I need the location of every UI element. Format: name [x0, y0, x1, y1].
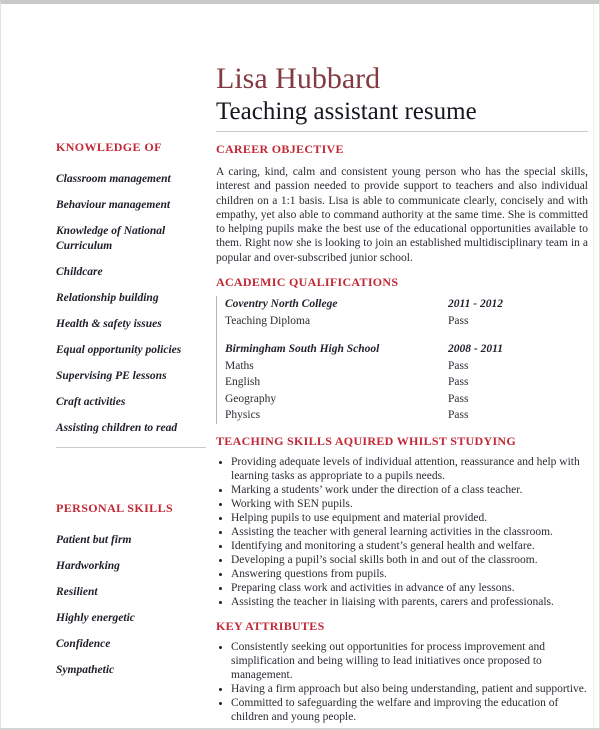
bullet-item: • Marking a students’ work under the direction of a class teacher. — [231, 483, 588, 497]
sidebar-section — [56, 140, 208, 436]
sidebar-skill-item: Sympathetic — [56, 664, 115, 676]
qualification-row — [225, 407, 588, 424]
section-title-academic-qualifications: ACADEMIC QUALIFICATIONS — [216, 275, 399, 290]
school-name: Coventry North College — [225, 298, 338, 311]
bullet-item: • Helping pupils to use equipment and material provided. — [231, 511, 588, 525]
resume-title: Teaching assistant resume — [216, 98, 477, 125]
sidebar-skill-item: Behaviour management — [56, 199, 171, 211]
main-content — [216, 62, 588, 724]
date-range: 2008 - 2011 — [448, 343, 503, 356]
bullet-item: • Developing a pupil’s social skills both in and out of the classroom. — [231, 553, 588, 567]
date-range: 2011 - 2012 — [448, 298, 503, 311]
key-attributes-list — [216, 640, 588, 724]
sidebar-section-title: PERSONAL SKILLS — [56, 501, 174, 515]
sidebar-skill-item: Highly energetic — [56, 612, 135, 624]
qualifications-table — [216, 296, 588, 424]
bullet-item: • Working with SEN pupils. — [231, 497, 588, 511]
section-title-key-attributes: KEY ATTRIBUTES — [216, 618, 325, 633]
qualification-row — [225, 391, 588, 408]
subject-name: Teaching Diploma — [225, 314, 311, 327]
sidebar-skill-item: Knowledge of National Curriculum — [56, 225, 166, 252]
sidebar-section — [56, 501, 208, 678]
bullet-item: • Providing adequate levels of individual attention, reassurance and help with learning tasks as appropriate to a pupils needs. — [231, 455, 588, 483]
sidebar-skill-item: Childcare — [56, 266, 103, 278]
subject-name: Maths — [225, 359, 254, 372]
sidebar-section-title: KNOWLEDGE OF — [56, 140, 162, 154]
sidebar-skill-item: Resilient — [56, 586, 98, 598]
sidebar — [56, 140, 208, 689]
qualification-row — [225, 313, 588, 330]
subject-result: Pass — [448, 376, 469, 389]
subject-name: English — [225, 376, 261, 389]
bullet-item: • Assisting the teacher with general learning activities in the classroom. — [231, 525, 588, 539]
subject-result: Pass — [448, 409, 469, 422]
qualification-group — [225, 341, 588, 424]
subject-result: Pass — [448, 392, 469, 405]
subject-result: Pass — [448, 314, 469, 327]
qualification-header-row — [225, 296, 588, 313]
section-title-teaching-skills: TEACHING SKILLS AQUIRED WHILST STUDYING — [216, 433, 517, 448]
bullet-item: • Committed to safeguarding the welfare and improving the education of children and young people. — [231, 696, 588, 724]
subject-result: Pass — [448, 359, 469, 372]
subject-name: Geography — [225, 392, 277, 405]
sidebar-divider — [56, 447, 206, 448]
qualification-row — [225, 358, 588, 375]
subject-name: Physics — [225, 409, 261, 422]
bullet-item: • Having a firm approach but also being understanding, patient and supportive. — [231, 682, 588, 696]
section-title-career-objective: CAREER OBJECTIVE — [216, 142, 344, 156]
sidebar-skill-item: Hardworking — [56, 560, 120, 572]
sidebar-skill-item: Classroom management — [56, 173, 171, 185]
qualification-row — [225, 374, 588, 391]
sidebar-skill-item: Assisting children to read — [56, 422, 178, 434]
bullet-item: • Assisting the teacher in liaising with parents, carers and professionals. — [231, 595, 588, 609]
bullet-item: • Identifying and monitoring a student’s general health and welfare. — [231, 539, 588, 553]
teaching-skills-list — [216, 455, 588, 609]
career-objective-text: A caring, kind, calm and consistent young person who has the special skills, interest and passion needed to provide support to teachers and also individual children on a 1:1 basis. Lisa is able to communicate clearly, concisely and with empathy, yet also able to command authority at the same time. She is committed to helping pupils make the best use of the educational opportunities available to them. Right now she is looking to join an established multidisciplinary team in a popular and over-subscribed junior school. — [216, 166, 588, 264]
bullet-item: • Preparing class work and activities in advance of any lessons. — [231, 581, 588, 595]
qualification-group — [225, 296, 588, 329]
sidebar-skill-item: Equal opportunity policies — [56, 344, 182, 356]
school-name: Birmingham South High School — [225, 343, 380, 356]
bullet-item: • Answering questions from pupils. — [231, 567, 588, 581]
qualification-header-row — [225, 341, 588, 358]
sidebar-skill-item: Health & safety issues — [56, 318, 162, 330]
sidebar-skill-item: Relationship building — [56, 292, 159, 304]
header-divider — [216, 131, 588, 132]
person-name: Lisa Hubbard — [216, 62, 381, 95]
sidebar-skill-item: Patient but firm — [56, 534, 132, 546]
sidebar-skill-item: Craft activities — [56, 396, 126, 408]
sidebar-skill-item: Supervising PE lessons — [56, 370, 167, 382]
sidebar-skill-item: Confidence — [56, 638, 111, 650]
bullet-item: • Consistently seeking out opportunities for process improvement and simplification and being willing to lead initiatives once proposed to management. — [231, 640, 588, 682]
